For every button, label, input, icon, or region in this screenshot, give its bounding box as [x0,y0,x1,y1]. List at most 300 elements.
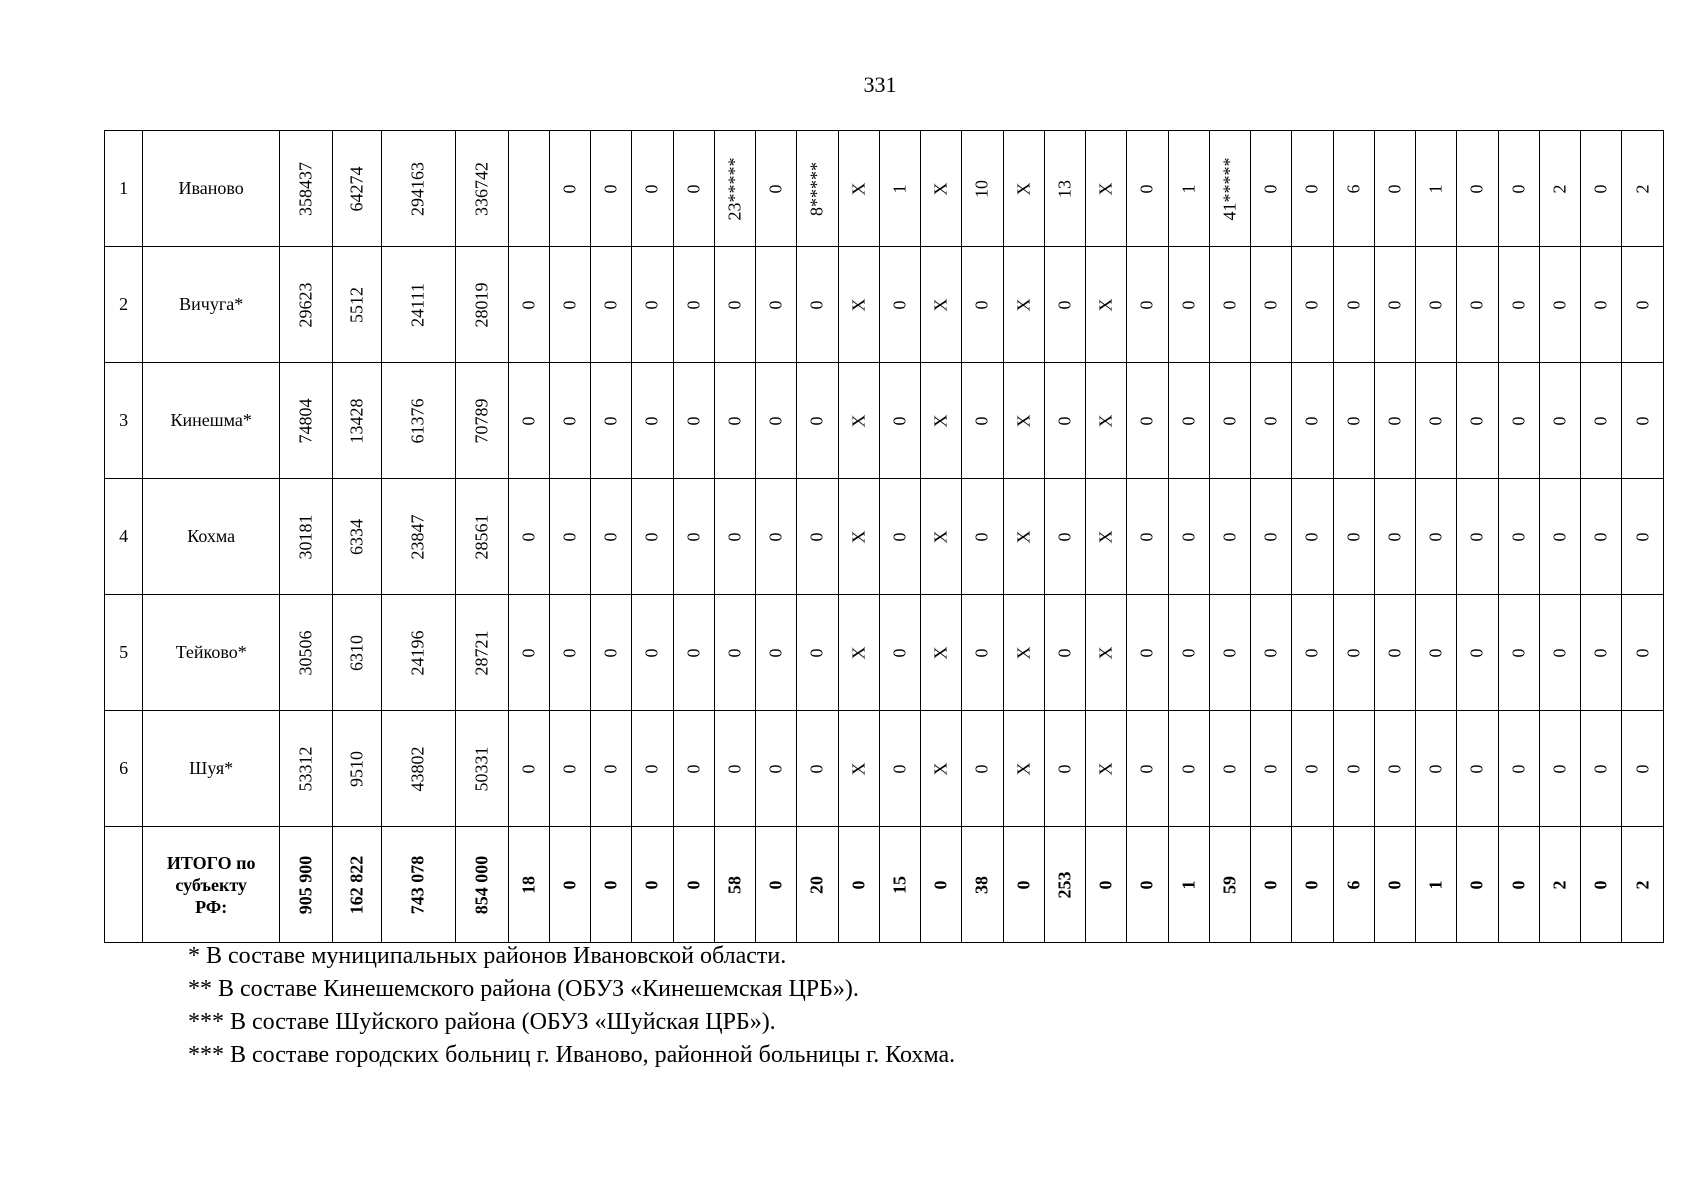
cell-value: 0 [600,764,621,773]
footnote: ** В составе Кинешемского района (ОБУЗ «Кинешемская ЦРБ»). [188,976,859,1002]
row-number [105,827,143,943]
cell-value: 2 [1549,184,1570,193]
value-cell [280,363,333,479]
municipality-name: Вичуга* [143,247,280,363]
cell-value: 0 [1425,532,1446,541]
value-cell [1127,131,1168,247]
cell-value: 0 [518,300,539,309]
value-cell [879,711,920,827]
value-cell [1416,247,1457,363]
cell-value: 0 [1590,184,1611,193]
cell-value: 0 [1054,764,1075,773]
municipality-name: Кохма [143,479,280,595]
cell-value: 0 [889,648,910,657]
value-cell [1044,131,1085,247]
cell-value: 0 [559,416,580,425]
cell-value: 0 [1260,184,1281,193]
value-cell [549,595,590,711]
cell-value: 29623 [295,282,316,327]
cell-value: 0 [1136,648,1157,657]
total-label-line: ИТОГО по [166,852,256,873]
cell-value: X [1095,182,1116,195]
value-cell [1498,711,1539,827]
cell-value: 0 [1508,648,1529,657]
row-number: 3 [105,363,143,479]
value-cell [673,479,714,595]
cell-value: X [848,182,869,195]
value-cell [879,247,920,363]
value-cell [1333,827,1374,943]
cell-value: 0 [1466,184,1487,193]
cell-value: 0 [600,184,621,193]
cell-value: 0 [806,416,827,425]
cell-value: 0 [559,648,580,657]
cell-value: 0 [1425,300,1446,309]
cell-value: 0 [1054,532,1075,541]
value-cell [838,595,879,711]
value-cell [381,479,455,595]
value-cell [797,247,838,363]
value-cell [1044,827,1085,943]
cell-value: 0 [1384,880,1405,889]
cell-value: 6334 [346,518,367,555]
value-cell [714,479,755,595]
value-cell [714,595,755,711]
cell-value: 0 [1054,300,1075,309]
value-cell [797,363,838,479]
cell-value: 0 [1054,416,1075,425]
value-cell [1003,247,1044,363]
value-cell [333,247,381,363]
value-cell [333,131,381,247]
value-cell [673,131,714,247]
value-cell [1209,479,1250,595]
value-cell [756,595,797,711]
cell-value: 0 [1632,532,1653,541]
value-cell [879,363,920,479]
cell-value: 0 [1136,880,1157,889]
value-cell [1003,711,1044,827]
value-cell [756,479,797,595]
value-cell [508,247,549,363]
value-cell [1498,479,1539,595]
value-cell [1416,711,1457,827]
value-cell [549,827,590,943]
total-label-line: субъекту [175,874,247,895]
cell-value: 854 000 [471,855,492,914]
value-cell [1251,711,1292,827]
value-cell [714,131,755,247]
cell-value: 0 [1343,532,1364,541]
value-cell [280,595,333,711]
cell-value: 0 [518,764,539,773]
cell-value: 18 [518,875,539,894]
cell-value: 2 [1632,184,1653,193]
value-cell [381,711,455,827]
value-cell [280,131,333,247]
value-cell [1457,595,1498,711]
cell-value: 0 [641,880,662,889]
value-cell [456,711,508,827]
cell-value: 1 [1425,184,1446,193]
cell-value: X [848,762,869,775]
value-cell [591,595,632,711]
value-cell [1581,479,1622,595]
cell-value: 0 [641,416,662,425]
value-cell [508,711,549,827]
cell-value: 10 [971,179,992,198]
value-cell [632,363,673,479]
cell-value: 41***** [1219,157,1240,220]
cell-value: 0 [683,532,704,541]
cell-value: X [930,646,951,659]
value-cell [962,363,1003,479]
cell-value: 0 [724,764,745,773]
value-cell [1622,363,1664,479]
value-cell [381,827,455,943]
value-cell [1374,827,1415,943]
value-cell [921,363,962,479]
value-cell [1251,131,1292,247]
cell-value: 1 [1425,880,1446,889]
value-cell [1086,479,1127,595]
value-cell [1209,827,1250,943]
cell-value: 0 [1384,648,1405,657]
cell-value: X [1095,298,1116,311]
cell-value: 1 [1178,184,1199,193]
value-cell [756,363,797,479]
table-row [105,131,1664,247]
value-cell [333,595,381,711]
cell-value: 0 [641,764,662,773]
value-cell [456,479,508,595]
cell-value: 0 [971,532,992,541]
cell-value: X [930,530,951,543]
value-cell [1127,827,1168,943]
cell-value: 74804 [295,398,316,443]
value-cell [333,363,381,479]
value-cell [673,595,714,711]
cell-value: 0 [1219,300,1240,309]
cell-value: 0 [559,532,580,541]
value-cell [1622,827,1664,943]
table-row [105,711,1664,827]
value-cell [280,827,333,943]
cell-value: 0 [765,648,786,657]
value-cell [1086,711,1127,827]
cell-value: 0 [1260,764,1281,773]
cell-value: 0 [683,764,704,773]
cell-value: 0 [1425,416,1446,425]
cell-value: 0 [1466,532,1487,541]
cell-value: 0 [889,532,910,541]
cell-value: 0 [1466,880,1487,889]
footnote: *** В составе Шуйского района (ОБУЗ «Шуйская ЦРБ»). [188,1009,776,1035]
value-cell [1539,827,1580,943]
value-cell [756,827,797,943]
value-cell [1374,595,1415,711]
value-cell [549,131,590,247]
value-cell [1292,363,1333,479]
value-cell [632,479,673,595]
cell-value: 0 [1301,648,1322,657]
value-cell [1003,131,1044,247]
cell-value: 0 [1343,416,1364,425]
value-cell [797,827,838,943]
value-cell [1127,363,1168,479]
value-cell [1209,247,1250,363]
cell-value: 0 [641,648,662,657]
cell-value: 0 [1136,764,1157,773]
cell-value: 0 [600,880,621,889]
row-number: 6 [105,711,143,827]
cell-value: 0 [1508,532,1529,541]
value-cell [1086,363,1127,479]
value-cell [1209,711,1250,827]
value-cell [1622,479,1664,595]
value-cell [1251,595,1292,711]
cell-value: 0 [559,300,580,309]
cell-value: X [1013,762,1034,775]
data-table [104,130,1664,943]
cell-value: 13 [1054,179,1075,198]
footnote: * В составе муниципальных районов Ивановской области. [188,943,787,969]
cell-value: 23847 [407,514,428,559]
cell-value: 0 [641,184,662,193]
value-cell [1333,131,1374,247]
value-cell [921,131,962,247]
cell-value: 743 078 [407,855,428,914]
cell-value: 0 [1508,880,1529,889]
value-cell [1003,827,1044,943]
cell-value: 5512 [346,286,367,323]
municipality-name: Иваново [143,131,280,247]
cell-value: 0 [806,648,827,657]
cell-value: 0 [1508,416,1529,425]
value-cell [1086,595,1127,711]
value-cell [838,247,879,363]
cell-value: 0 [1466,416,1487,425]
value-cell [714,827,755,943]
cell-value: 28019 [471,282,492,327]
value-cell [591,711,632,827]
value-cell [1086,247,1127,363]
total-label-line: РФ: [195,896,228,917]
value-cell [1044,479,1085,595]
cell-value: 0 [848,880,869,889]
value-cell [456,827,508,943]
value-cell [1044,711,1085,827]
value-cell [1168,595,1209,711]
cell-value: 0 [1343,648,1364,657]
value-cell [838,131,879,247]
value-cell [1333,363,1374,479]
value-cell [714,247,755,363]
value-cell [1168,827,1209,943]
cell-value: 0 [1590,880,1611,889]
value-cell [1374,363,1415,479]
value-cell [591,131,632,247]
cell-value: 0 [1549,532,1570,541]
cell-value: 0 [1136,300,1157,309]
cell-value: 2 [1632,880,1653,889]
cell-value: X [848,646,869,659]
table-row [105,479,1664,595]
value-cell [1416,363,1457,479]
cell-value: 38 [971,875,992,894]
page-number: 331 [863,72,897,97]
cell-value: X [1013,182,1034,195]
value-cell [838,711,879,827]
cell-value: X [930,182,951,195]
value-cell [1457,247,1498,363]
cell-value: 28721 [471,630,492,675]
value-cell [591,247,632,363]
row-number: 4 [105,479,143,595]
cell-value: 0 [1549,764,1570,773]
cell-value: 0 [518,532,539,541]
cell-value: 0 [1425,648,1446,657]
value-cell [1498,827,1539,943]
value-cell [1292,247,1333,363]
value-cell [1622,711,1664,827]
cell-value: 0 [1301,532,1322,541]
cell-value: 24111 [407,282,428,327]
value-cell [1292,479,1333,595]
cell-value: 0 [1260,300,1281,309]
cell-value: 0 [930,880,951,889]
cell-value: 0 [1590,300,1611,309]
value-cell [1539,363,1580,479]
value-cell [1622,247,1664,363]
cell-value: 0 [683,300,704,309]
value-cell [1209,363,1250,479]
cell-value: 0 [724,300,745,309]
cell-value: 0 [1384,184,1405,193]
value-cell [1168,131,1209,247]
cell-value: 0 [1095,880,1116,889]
cell-value: 253 [1054,871,1075,898]
value-cell [673,363,714,479]
value-cell [1333,479,1374,595]
cell-value: 6310 [346,634,367,671]
cell-value: 0 [1178,764,1199,773]
cell-value: 0 [1590,764,1611,773]
cell-value: 24196 [407,630,428,675]
value-cell [1539,479,1580,595]
value-cell [756,247,797,363]
value-cell [549,479,590,595]
cell-value: 0 [1301,184,1322,193]
value-cell [632,827,673,943]
cell-value: X [930,298,951,311]
cell-value: 43802 [407,746,428,791]
value-cell [879,595,920,711]
value-cell [1333,595,1374,711]
value-cell [673,827,714,943]
row-number: 1 [105,131,143,247]
cell-value: X [848,298,869,311]
value-cell [591,479,632,595]
value-cell [1457,827,1498,943]
cell-value: 20 [806,875,827,894]
value-cell [1251,827,1292,943]
value-cell [456,363,508,479]
value-cell [838,827,879,943]
value-cell [1374,479,1415,595]
value-cell [632,247,673,363]
cell-value: 162 822 [346,855,367,914]
footnotes [188,940,955,1072]
value-cell [1622,131,1664,247]
cell-value: 0 [765,184,786,193]
value-cell [1416,479,1457,595]
value-cell [673,247,714,363]
cell-value: 0 [1260,880,1281,889]
value-cell [549,711,590,827]
value-cell [632,711,673,827]
cell-value: 0 [765,416,786,425]
value-cell [456,247,508,363]
value-cell [1581,711,1622,827]
value-cell [1251,247,1292,363]
value-cell [632,131,673,247]
value-cell [714,363,755,479]
municipality-name: Кинешма* [143,363,280,479]
cell-value: 0 [600,416,621,425]
footnote: *** В составе городских больниц г. Иваново, районной больницы г. Кохма. [188,1042,956,1068]
value-cell [962,827,1003,943]
cell-value: 0 [1466,764,1487,773]
cell-value: X [1013,530,1034,543]
value-cell [508,131,549,247]
value-cell [1127,595,1168,711]
value-cell [1044,247,1085,363]
value-cell [1374,247,1415,363]
value-cell [921,247,962,363]
table-row [105,247,1664,363]
cell-value: 0 [1425,764,1446,773]
value-cell [381,131,455,247]
row-number: 5 [105,595,143,711]
cell-value: X [1095,530,1116,543]
cell-value: 0 [1466,300,1487,309]
value-cell [962,131,1003,247]
cell-value: 0 [1632,416,1653,425]
value-cell [1086,827,1127,943]
value-cell [714,711,755,827]
value-cell [549,247,590,363]
value-cell [1539,247,1580,363]
cell-value: 0 [1632,764,1653,773]
cell-value: 0 [683,416,704,425]
cell-value: 0 [1054,648,1075,657]
value-cell [1333,247,1374,363]
cell-value: 0 [600,648,621,657]
cell-value: X [930,762,951,775]
value-cell [1168,363,1209,479]
municipality-name: Тейково* [143,595,280,711]
value-cell [797,711,838,827]
cell-value: 0 [600,532,621,541]
cell-value: X [1095,646,1116,659]
value-cell [1292,711,1333,827]
cell-value: 0 [1260,648,1281,657]
value-cell [1127,247,1168,363]
value-cell [1292,827,1333,943]
cell-value: 59 [1219,875,1240,894]
cell-value: 58 [724,875,745,894]
